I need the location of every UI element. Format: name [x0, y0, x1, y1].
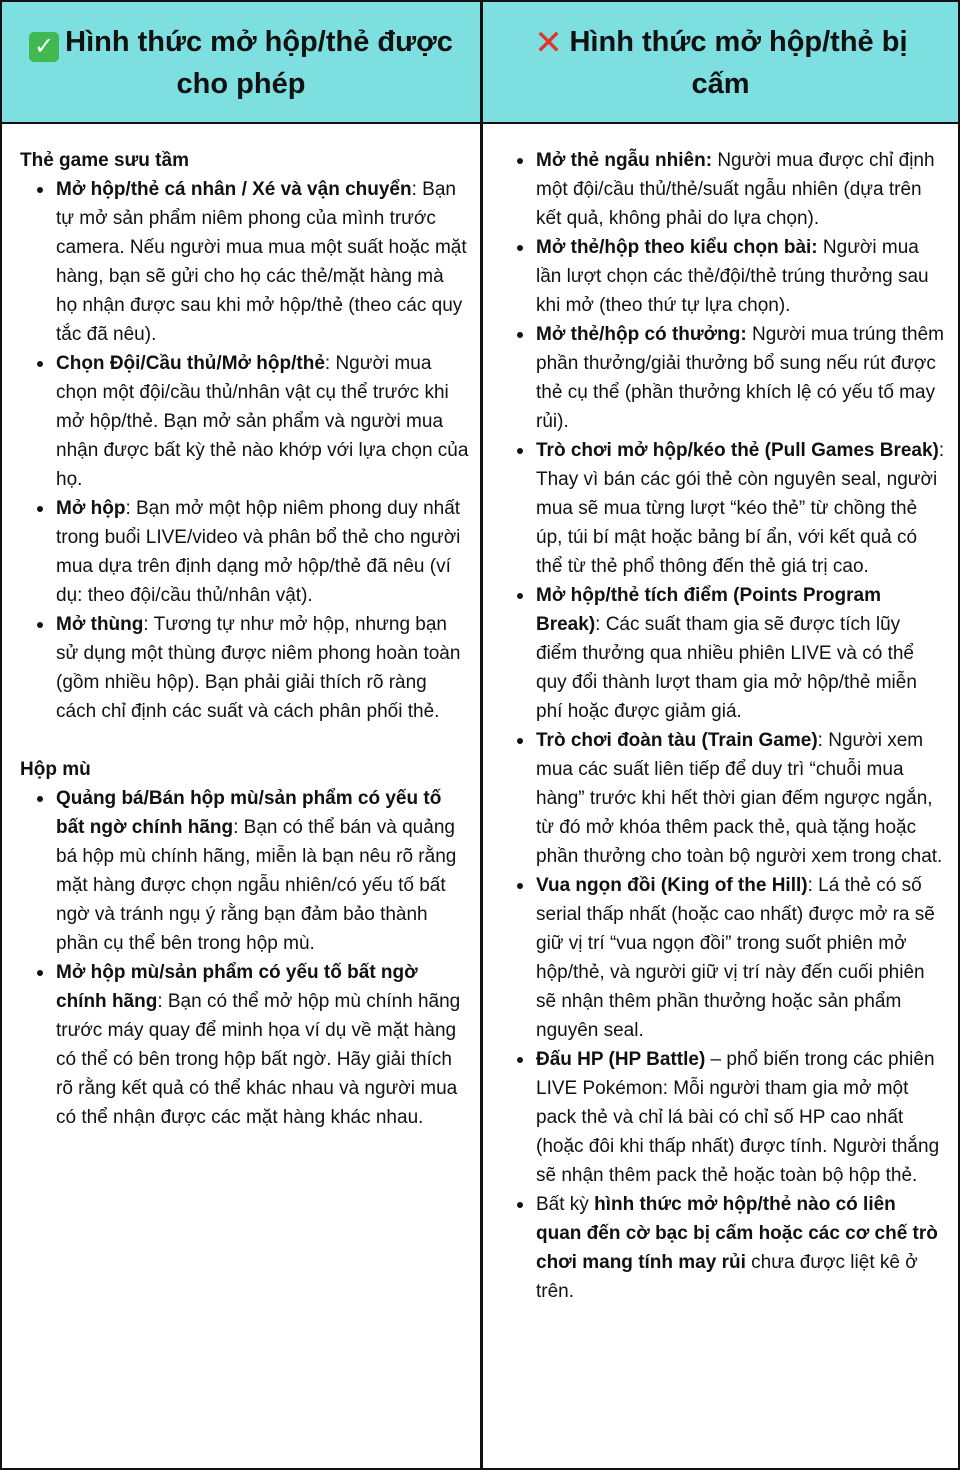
prohibited-list — [500, 146, 945, 1306]
item-bold: Chọn Đội/Cầu thủ/Mở hộp/thẻ — [56, 353, 325, 374]
item-text: : Bạn mở một hộp niêm phong duy nhất trong buổi LIVE/video và phân bổ thẻ cho người mua dựa trên định dạng mở hộp/thẻ đã nêu (ví dụ: theo đội/cầu thủ/nhân vật). — [56, 498, 461, 606]
item-text: Người mua được chỉ định một đội/cầu thủ/thẻ/suất ngẫu nhiên (dựa trên kết quả, không phải do lựa chọn). — [536, 150, 935, 229]
item-bold: Trò chơi đoàn tàu (Train Game) — [536, 730, 818, 751]
item-bold: Trò chơi mở hộp/kéo thẻ (Pull Games Break) — [536, 440, 939, 461]
section-gap — [20, 726, 470, 755]
item-bold: Đấu HP (HP Battle) — [536, 1049, 706, 1070]
list-item — [20, 784, 470, 958]
column-divider — [480, 2, 483, 1468]
list-item — [500, 436, 945, 581]
allowed-list-blind-box — [20, 784, 470, 1132]
item-text: : Người mua chọn một đội/cầu thủ/nhân vật cụ thể trước khi mở hộp/thẻ. Bạn mở sản phẩm và người mua nhận được bất kỳ thẻ nào khớp với lựa chọn của họ. — [56, 353, 469, 490]
cross-mark-icon: ✕ — [534, 24, 563, 62]
check-mark-icon: ✓ — [29, 32, 59, 62]
item-bold: Mở thẻ/hộp theo kiểu chọn bài: — [536, 237, 818, 258]
item-text: : Người xem mua các suất liên tiếp để duy trì “chuỗi mua hàng” trước khi hết thời gian đếm ngược ngắn, từ đó mở khóa thêm pack thẻ, quà tặng hoặc phần thưởng cho toàn bộ người xem trong chat. — [536, 730, 943, 867]
list-item — [20, 958, 470, 1132]
list-item — [20, 494, 470, 610]
list-item — [20, 175, 470, 349]
header-prohibited — [483, 2, 958, 124]
item-bold: hình thức mở hộp/thẻ nào có liên quan đến cờ bạc bị cấm hoặc các cơ chế trò chơi mang tính may rủi — [536, 1194, 938, 1273]
item-bold: Quảng bá/Bán hộp mù/sản phẩm có yếu tố bất ngờ chính hãng — [56, 788, 442, 838]
item-text: : Bạn tự mở sản phẩm niêm phong của mình trước camera. Nếu người mua mua một suất hoặc mặt hàng, bạn sẽ gửi cho họ các thẻ/mặt hàng mà họ nhận được sau khi mở hộp/thẻ (theo các quy tắc đã nêu). — [56, 179, 467, 345]
list-item — [500, 233, 945, 320]
section-title-trading-cards: Thẻ game sưu tầm — [20, 150, 189, 171]
item-bold: Mở thùng — [56, 614, 144, 635]
list-item — [500, 1045, 945, 1190]
item-bold: Mở hộp/thẻ cá nhân / Xé và vận chuyển — [56, 179, 412, 200]
section-title-blind-box: Hộp mù — [20, 759, 91, 780]
item-text: : Các suất tham gia sẽ được tích lũy điểm thưởng qua nhiều phiên LIVE và có thể quy đổi thành lượt tham gia mở hộp/thẻ miễn phí hoặc được giảm giá. — [536, 614, 917, 722]
allowed-list-trading-cards — [20, 175, 470, 726]
list-item — [500, 146, 945, 233]
item-text: : Tương tự như mở hộp, nhưng bạn sử dụng một thùng được niêm phong hoàn toàn (gồm nhiều hộp). Bạn phải giải thích rõ ràng cách chỉ định các suất và cách phân phối thẻ. — [56, 614, 461, 722]
item-text: – phổ biến trong các phiên LIVE Pokémon: Mỗi người tham gia mở một pack thẻ và chỉ lá bài có chỉ số HP cao nhất (hoặc đôi khi thấp nhất) được tính. Người thắng sẽ nhận thêm pack thẻ hoặc toàn bộ hộp thẻ. — [536, 1049, 940, 1186]
item-text: : Lá thẻ có số serial thấp nhất (hoặc cao nhất) được mở ra sẽ giữ vị trí “vua ngọn đồi” trong suốt phiên mở hộp/thẻ, và người giữ vị trí này đến cuối phiên sẽ nhận thêm phần thưởng hoặc sản phẩm nguyên seal. — [536, 875, 935, 1041]
item-text: chưa được liệt kê ở trên. — [536, 1252, 918, 1302]
item-bold: Mở hộp — [56, 498, 126, 519]
header-allowed-title: Hình thức mở hộp/thẻ được cho phép — [65, 26, 453, 100]
allowed-column — [20, 126, 470, 1132]
item-text: : Thay vì bán các gói thẻ còn nguyên seal, người mua sẽ mua từng lượt “kéo thẻ” từ chồng thẻ úp, túi bí mật hoặc bảng bí ẩn, với kết quả có thể từ thẻ phổ thông đến thẻ giá trị cao. — [536, 440, 945, 577]
item-text: Người mua trúng thêm phần thưởng/giải thưởng bổ sung nếu rút được thẻ cụ thể (phần thưởng khích lệ có yếu tố may rủi). — [536, 324, 944, 432]
item-bold: Mở thẻ ngẫu nhiên: — [536, 150, 713, 171]
item-bold: Mở hộp mù/sản phẩm có yếu tố bất ngờ chính hãng — [56, 962, 418, 1012]
list-item — [500, 871, 945, 1045]
list-item — [20, 610, 470, 726]
list-item — [20, 349, 470, 494]
header-prohibited-title: Hình thức mở hộp/thẻ bị cấm — [569, 26, 908, 100]
list-item — [500, 726, 945, 871]
item-bold: Mở thẻ/hộp có thưởng: — [536, 324, 747, 345]
list-item — [500, 1190, 945, 1306]
prohibited-column — [500, 126, 945, 1306]
header-allowed — [2, 2, 480, 124]
item-text: : Bạn có thể mở hộp mù chính hãng trước máy quay để minh họa ví dụ về mặt hàng có thể có bên trong hộp bất ngờ. Hãy giải thích rõ rằng kết quả có thể khác nhau và người mua có thể nhận được các mặt hàng khác nhau. — [56, 991, 461, 1128]
list-item — [500, 581, 945, 726]
item-prefix: Bất kỳ — [536, 1194, 595, 1215]
item-bold: Vua ngọn đồi (King of the Hill) — [536, 875, 808, 896]
item-bold: Mở hộp/thẻ tích điểm (Points Program Break) — [536, 585, 881, 635]
item-text: : Bạn có thể bán và quảng bá hộp mù chính hãng, miễn là bạn nêu rõ rằng mặt hàng được chọn ngẫu nhiên/có yếu tố bất ngờ và tránh ngụ ý rằng bạn đảm bảo thành phần cụ thể bên trong hộp mù. — [56, 817, 457, 954]
item-text: Người mua lần lượt chọn các thẻ/đội/thẻ trúng thưởng sau khi mở (theo thứ tự lựa chọn). — [536, 237, 929, 316]
list-item — [500, 320, 945, 436]
